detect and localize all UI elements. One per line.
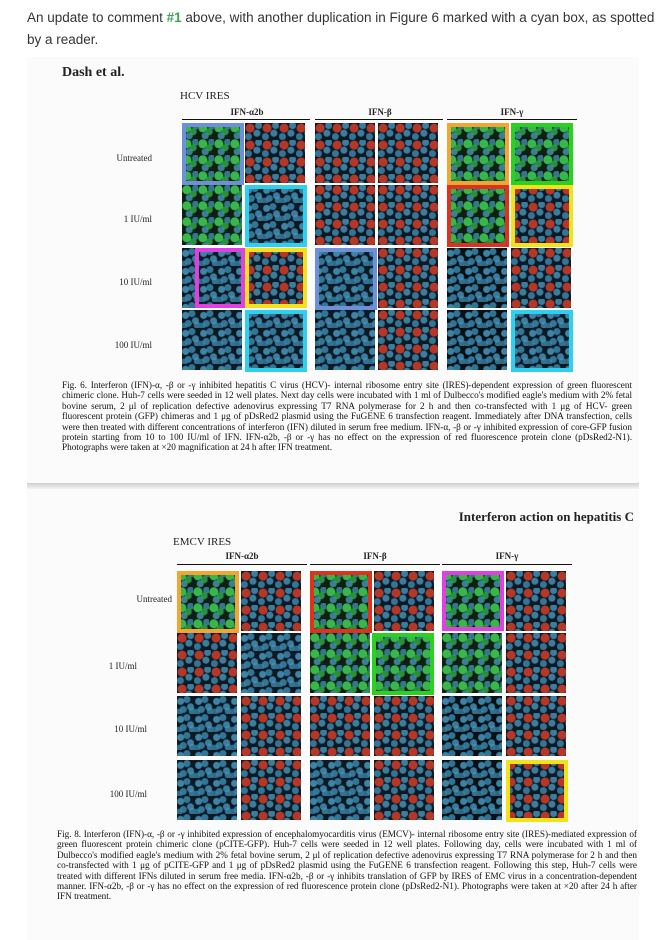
micrograph	[310, 571, 370, 631]
micrograph	[506, 760, 566, 820]
micrograph	[177, 571, 237, 631]
micrograph	[442, 696, 502, 756]
column-rule	[447, 119, 577, 120]
micrograph	[506, 696, 566, 756]
column-header: IFN-α2b	[230, 107, 264, 117]
micrograph	[315, 310, 375, 370]
micrograph	[374, 633, 434, 693]
column-rule	[177, 564, 307, 565]
micrograph	[511, 123, 571, 183]
micrograph	[374, 760, 434, 820]
authors-header: Dash et al.	[62, 65, 125, 80]
figure-8-caption: Fig. 8. Interferon (IFN)-α, -β or -γ inhibited expression of encephalomyocarditis virus (EMCV)- internal ribosome entry site (IRES)-mediated expression of green fluorescent protein chimeric clone (pCITE-GFP). Huh-7 cells were seeded in 12 well plates. Following day, cells were incubated with 1 ml of Dulbecco's modified eagle's medium with 2% fetal bovine serum, 2 μl of replication defective adenovirus expressing T7 RNA polymerase for 2 h and then co-transfected with 1 μg of pCITE-GFP and 1 μg of pDsRed2 plasmid using the FuGENE 6 transfection reagent. Following this step, Huh-7 cells were treated with different IFNs diluted in serum free media. IFN-α2b, -β or -γ inhibits translation of GFP by IRES of EMC virus in a concentration-dependent manner. IFN-α2b, -β or -γ has no effect on the expression of red fluorescence protein clone (pDsRed2-N1). Photographs were taken at ×20 after 24 h after IFN treatment.	[57, 829, 637, 902]
micrograph	[315, 185, 375, 245]
micrograph	[310, 760, 370, 820]
micrograph	[315, 248, 375, 308]
micrograph	[315, 123, 375, 183]
micrograph	[506, 571, 566, 631]
micrograph	[378, 185, 438, 245]
panel-title: EMCV IRES	[173, 536, 232, 548]
column-header: IFN-γ	[500, 107, 524, 117]
row-label: 1 IU/ml	[123, 214, 152, 224]
comment-link[interactable]: #1	[166, 10, 182, 25]
micrograph	[447, 310, 507, 370]
micrograph	[511, 310, 571, 370]
figure-8-scan	[27, 489, 639, 940]
micrograph	[241, 696, 301, 756]
micrograph	[378, 310, 438, 370]
column-header: IFN-β	[363, 551, 387, 561]
micrograph	[506, 633, 566, 693]
figure-6-scan	[27, 57, 639, 483]
micrograph	[447, 123, 507, 183]
micrograph	[442, 633, 502, 693]
micrograph	[177, 696, 237, 756]
intro-before: An update to comment	[27, 10, 167, 25]
row-label: 10 IU/ml	[119, 277, 152, 287]
micrograph	[442, 760, 502, 820]
micrograph	[378, 123, 438, 183]
micrograph	[182, 123, 242, 183]
micrograph	[447, 248, 507, 308]
micrograph	[245, 310, 305, 370]
column-rule	[442, 564, 572, 565]
micrograph	[245, 185, 305, 245]
row-label: 100 IU/ml	[109, 789, 147, 799]
row-label: 10 IU/ml	[114, 724, 147, 734]
column-rule	[182, 119, 310, 120]
micrograph	[374, 571, 434, 631]
micrograph	[374, 696, 434, 756]
panel-title: HCV IRES	[180, 90, 230, 102]
micrograph	[182, 310, 242, 370]
row-label: 100 IU/ml	[114, 340, 152, 350]
micrograph	[511, 248, 571, 308]
column-rule	[310, 564, 440, 565]
figure-6-caption: Fig. 6. Interferon (IFN)-α, -β or -γ inhibited hepatitis C virus (HCV)- internal ribosome entry site (IRES)-dependent expression of green fluorescent chimeric clone. Huh-7 cells were seeded in 12 well plates. Next day cells were incubated with 1 ml of Dulbecco's modified eagle's medium with 2% fetal bovine serum, 2 μl of replication defective adenovirus expressing T7 RNA polymerase for 2 h and then co-transfected with 1 μg of HCV- green fluorescent protein (GFP) chimeras and 1 μg of pDsRed2 plasmid using the FuGENE 6 transfection reagent. Immediately after DNA transfection, cells were then treated with different concentrations of interferon (IFN) diluted in serum free medium. IFN-α, -β or -γ inhibited expression of core-GFP fusion protein starting from 10 to 100 IU/ml of IFN. IFN-α2b, -β or -γ has no effect on the expression of red fluorescence protein clone (pDsRed2-N1). Photographs were taken at ×20 magnification at 24 h after IFN treatment.	[62, 380, 632, 453]
column-header: IFN-β	[368, 107, 392, 117]
column-rule	[315, 119, 443, 120]
row-label: Untreated	[116, 153, 152, 163]
micrograph	[177, 633, 237, 693]
micrograph	[241, 571, 301, 631]
row-label: Untreated	[136, 594, 172, 604]
running-title: Interferon action on hepatitis C	[458, 509, 634, 524]
micrograph	[447, 185, 507, 245]
micrograph	[310, 633, 370, 693]
micrograph	[310, 696, 370, 756]
micrograph	[182, 248, 242, 308]
row-label: 1 IU/ml	[108, 661, 137, 671]
micrograph	[241, 760, 301, 820]
column-header: IFN-α2b	[225, 551, 259, 561]
micrograph	[182, 185, 242, 245]
micrograph	[241, 633, 301, 693]
micrograph	[442, 571, 502, 631]
intro-after: above, with another duplication in Figure 6 marked with a cyan box, as spotted by a reader.	[27, 10, 655, 47]
column-header: IFN-γ	[495, 551, 519, 561]
micrograph	[177, 760, 237, 820]
micrograph	[378, 248, 438, 308]
micrograph	[245, 123, 305, 183]
micrograph	[511, 185, 571, 245]
intro-text	[27, 7, 657, 51]
micrograph	[245, 248, 305, 308]
